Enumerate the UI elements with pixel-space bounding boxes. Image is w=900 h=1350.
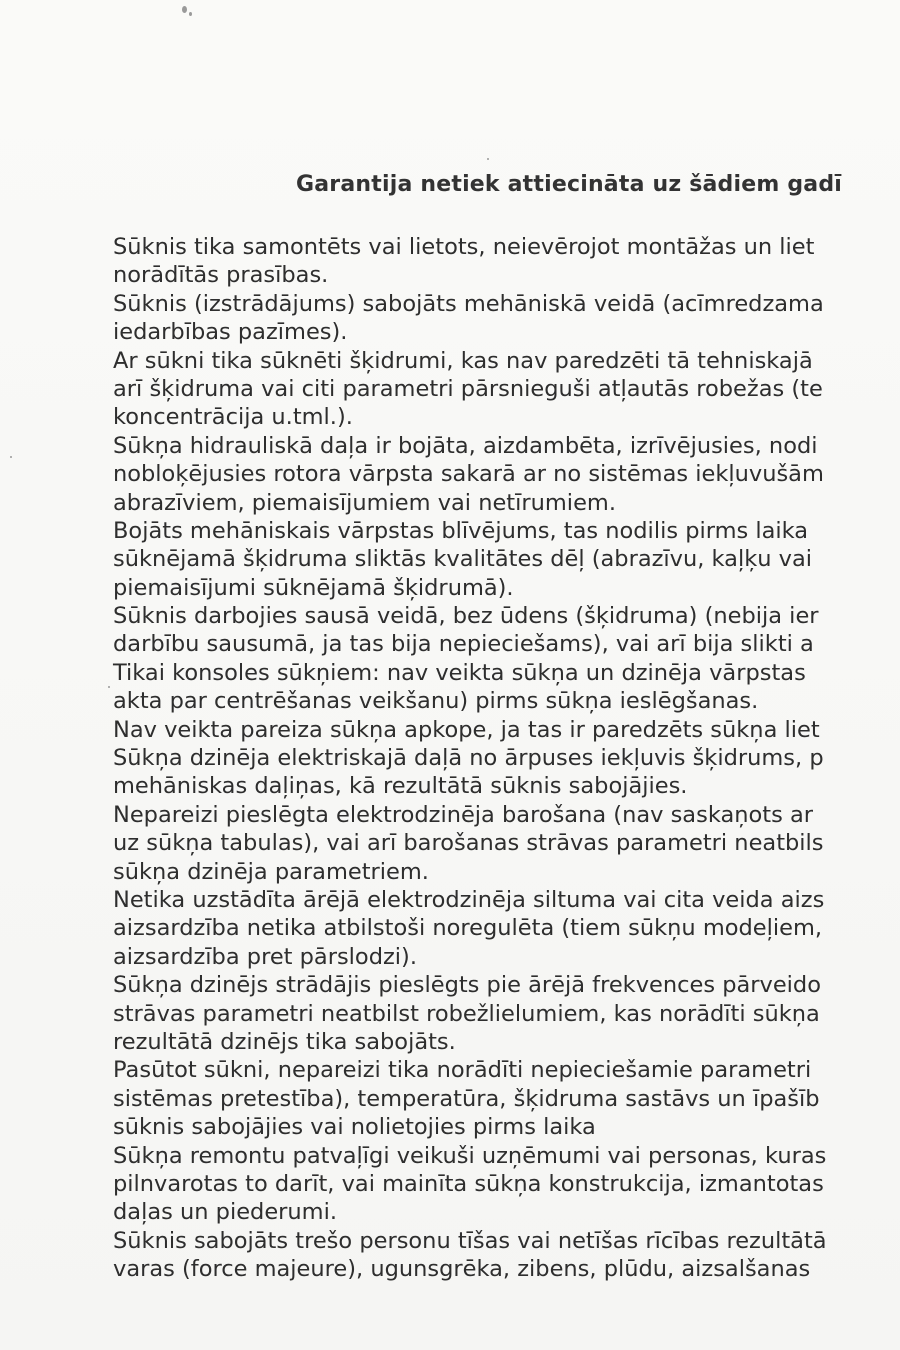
text-line: Sūknis sabojāts trešo personu tīšas vai netīšas rīcības rezultātā — [113, 1227, 827, 1254]
text-line: sūknējamā šķidruma sliktās kvalitātes dēļ (abrazīvu, kaļķu vai — [113, 546, 813, 573]
text-line: sistēmas pretestība), temperatūra, šķidruma sastāvs un īpašīb — [113, 1085, 820, 1112]
text-line: abrazīviem, piemaisījumiem vai netīrumiem. — [113, 489, 616, 516]
text-line: mehāniskas daļiņas, kā rezultātā sūknis sabojājies. — [113, 773, 688, 800]
text-line: sūknis sabojājies vai nolietojies pirms laika — [113, 1114, 596, 1141]
text-line: strāvas parametri neatbilst robežlielumiem, kas norādīti sūkņa — [113, 1000, 820, 1027]
text-line: Ar sūkni tika sūknēti šķidrumi, kas nav paredzēti tā tehniskajā — [113, 347, 813, 374]
text-line: Sūknis darbojies sausā veidā, bez ūdens (šķidruma) (nebija ier — [113, 603, 819, 630]
text-line: varas (force majeure), ugunsgrēka, zibens, plūdu, aizsalšanas — [113, 1256, 811, 1283]
text-line: rezultātā dzinējs tika sabojāts. — [113, 1028, 456, 1055]
text-line: uz sūkņa tabulas), vai arī barošanas strāvas parametri neatbils — [113, 830, 824, 857]
page-title: Garantija netiek attiecināta uz šādiem gadī — [296, 172, 843, 197]
text-line: sūkņa dzinēja parametriem. — [113, 858, 429, 885]
text-line: Sūknis tika samontēts vai lietots, neievērojot montāžas un liet — [113, 234, 815, 260]
text-line: koncentrācija u.tml.). — [113, 404, 353, 431]
text-line: Sūkņa dzinējs strādājis pieslēgts pie ārējā frekvences pārveido — [113, 972, 821, 999]
text-line: Netika uzstādīta ārējā elektrodzinēja siltuma vai cita veida aizs — [113, 886, 825, 913]
text-line: aizsardzība netika atbilstoši noregulēta (tiem sūkņu modeļiem, — [113, 915, 823, 942]
text-line: Pasūtot sūkni, nepareizi tika norādīti nepieciešamie parametri — [113, 1057, 812, 1084]
text-line: Sūknis (izstrādājums) sabojāts mehāniskā veidā (acīmredzama — [113, 290, 824, 317]
text-line: Bojāts mehāniskais vārpstas blīvējums, tas nodilis pirms laika — [113, 517, 809, 544]
text-line: darbību sausumā, ja tas bija nepieciešams), vai arī bija slikti a — [113, 631, 814, 658]
text-line: Nav veikta pareiza sūkņa apkope, ja tas ir paredzēts sūkņa liet — [113, 716, 820, 743]
text-line: aizsardzība pret pārslodzi). — [113, 943, 417, 970]
text-line: Sūkņa remontu patvaļīgi veikuši uzņēmumi vai personas, kuras — [113, 1142, 827, 1169]
text-line: arī šķidruma vai citi parametri pārsnieguši atļautās robežas (te — [113, 375, 823, 402]
text-line: akta par centrēšanas veikšanu) pirms sūkņa ieslēgšanas. — [113, 688, 759, 715]
text-line: daļas un piederumi. — [113, 1199, 337, 1226]
scan-speck — [487, 158, 489, 160]
warranty-exclusions-text — [113, 233, 900, 1283]
scan-speck — [182, 6, 187, 13]
text-line: Sūkņa hidrauliskā daļa ir bojāta, aizdambēta, izrīvējusies, nodi — [113, 432, 818, 459]
text-line: norādītās prasības. — [113, 262, 329, 289]
text-line: nobloķējusies rotora vārpsta sakarā ar no sistēmas iekļuvušām — [113, 461, 824, 488]
text-line: Tikai konsoles sūkņiem: nav veikta sūkņa un dzinēja vārpstas — [113, 659, 806, 686]
text-line: Nepareizi pieslēgta elektrodzinēja barošana (nav saskaņots ar — [113, 801, 814, 828]
text-line: pilnvarotas to darīt, vai mainīta sūkņa konstrukcija, izmantotas — [113, 1170, 824, 1197]
scan-speck — [189, 12, 192, 16]
text-line: iedarbības pazīmes). — [113, 319, 348, 346]
text-line: Sūkņa dzinēja elektriskajā daļā no ārpuses iekļuvis šķidrums, p — [113, 745, 824, 772]
scan-speck — [10, 456, 12, 458]
scan-speck — [108, 686, 110, 688]
text-line: piemaisījumi sūknējamā šķidrumā). — [113, 574, 514, 601]
